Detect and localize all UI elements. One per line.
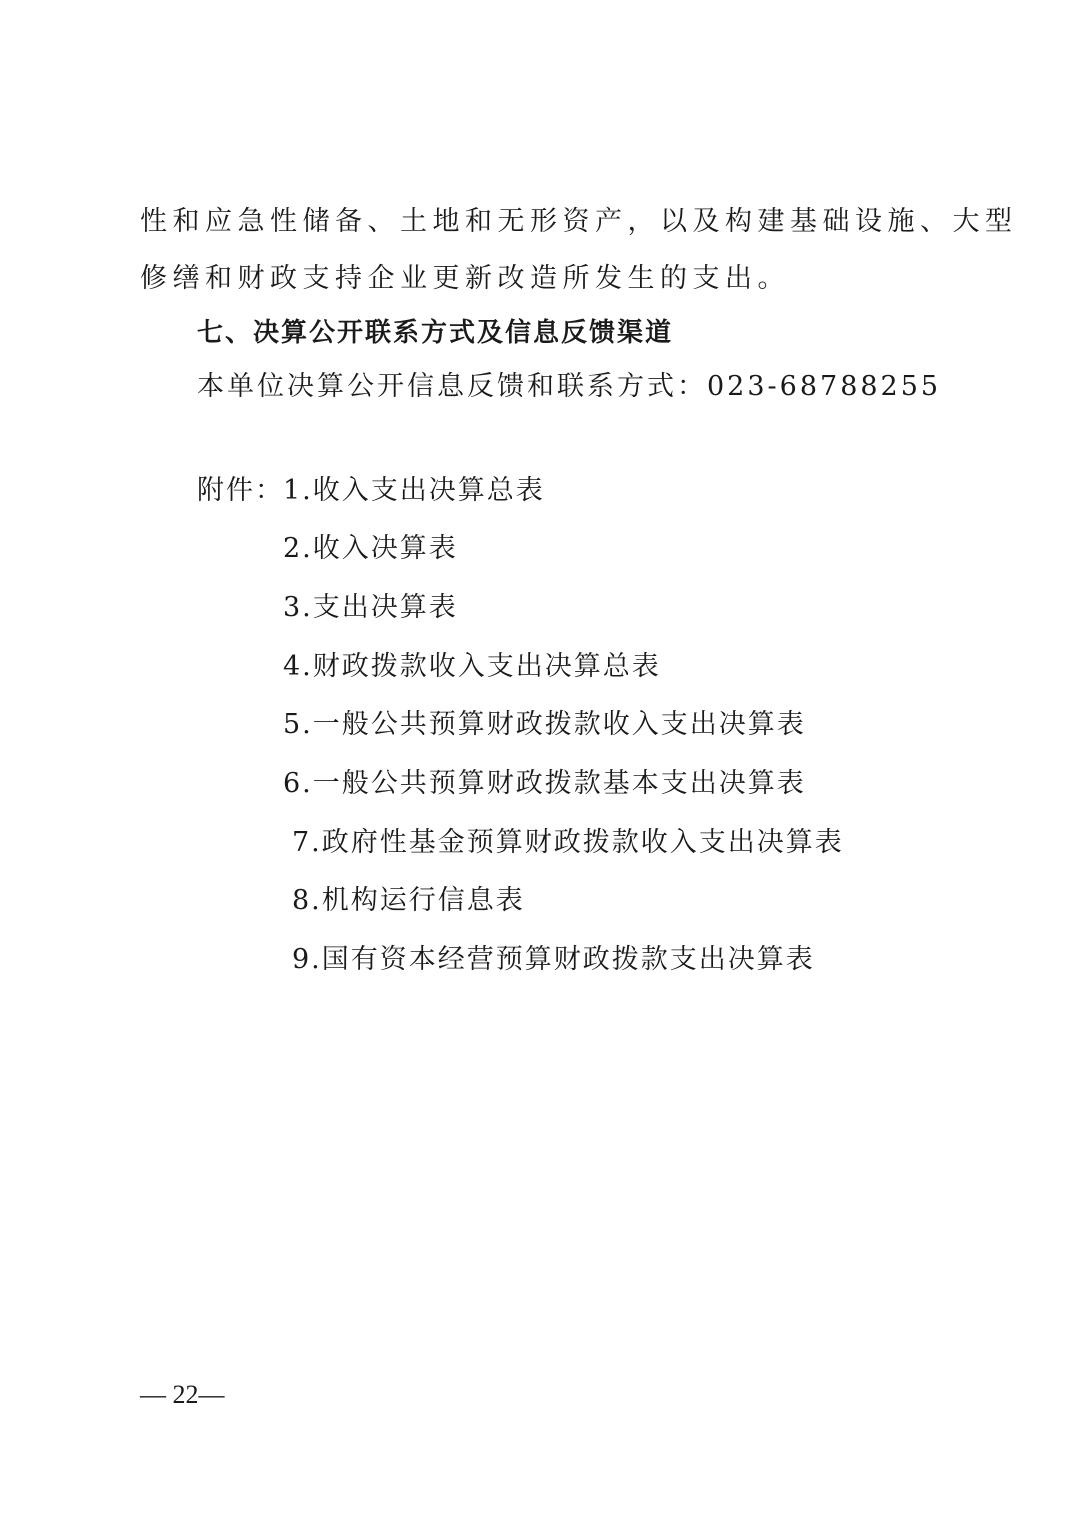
attachment-item-2: 2.收入决算表 <box>283 533 458 564</box>
attachment-item-4: 4.财政拨款收入支出决算总表 <box>283 651 661 682</box>
page-number: — 22— <box>140 1380 225 1409</box>
attachment-item-6: 6.一般公共预算财政拨款基本支出决算表 <box>283 768 806 799</box>
contact-line: 本单位决算公开信息反馈和联系方式：023-68788255 <box>197 371 942 402</box>
section-heading: 七、决算公开联系方式及信息反馈渠道 <box>197 318 674 348</box>
attachment-item-3: 3.支出决算表 <box>283 592 458 623</box>
attachments-label: 附件： <box>197 475 284 506</box>
attachment-item-8: 8.机构运行信息表 <box>292 885 525 916</box>
attachment-item-9: 9.国有资本经营预算财政拨款支出决算表 <box>292 944 815 975</box>
paragraph-line-2: 修缮和财政支持企业更新改造所发生的支出。 <box>140 263 790 294</box>
attachment-item-5: 5.一般公共预算财政拨款收入支出决算表 <box>283 709 806 740</box>
attachment-item-1: 1.收入支出决算总表 <box>283 475 545 506</box>
attachment-item-7: 7.政府性基金预算财政拨款收入支出决算表 <box>292 827 844 858</box>
paragraph-line-1: 性和应急性储备、土地和无形资产，以及构建基础设施、大型 <box>140 206 1018 237</box>
